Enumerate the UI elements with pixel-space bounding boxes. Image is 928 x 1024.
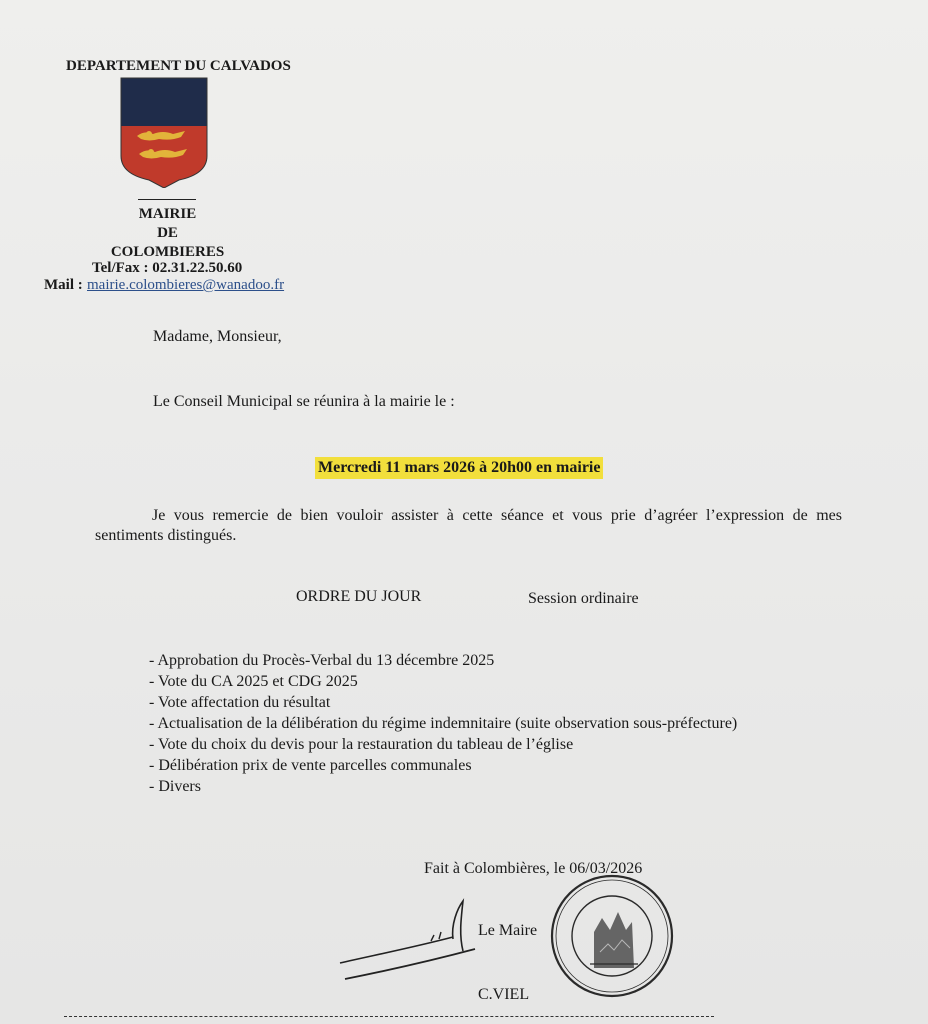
signatory-role: Le Maire (478, 922, 538, 939)
signature-icon (335, 895, 480, 990)
mairie-line: DE (157, 225, 178, 241)
list-item: - Actualisation de la délibération du régime indemnitaire (suite observation sous-préfecture) (149, 715, 738, 732)
meeting-date-highlight: Mercredi 11 mars 2026 à 20h00 en mairie (315, 457, 603, 479)
agenda-list (149, 650, 737, 797)
session-type: Session ordinaire (528, 590, 639, 607)
list-item: - Vote du choix du devis pour la restauration du tableau de l’église (149, 736, 574, 753)
mairie-line: COLOMBIERES (110, 244, 225, 260)
mail-link[interactable]: mairie.colombieres@wanadoo.fr (87, 277, 285, 293)
closing-text-line1: Je vous remercie de bien vouloir assister à cette séance et vous prie d’agréer l’expression de mes (152, 507, 842, 524)
calvados-crest-icon (119, 76, 209, 188)
tel-fax: Tel/Fax : 02.31.22.50.60 (92, 260, 243, 276)
closing-paragraph (95, 506, 842, 546)
agenda-title: ORDRE DU JOUR (296, 588, 422, 605)
bottom-dashed-divider (64, 1016, 714, 1017)
department-heading: DEPARTEMENT DU CALVADOS (66, 58, 291, 74)
salutation: Madame, Monsieur, (153, 328, 282, 345)
intro-text: Le Conseil Municipal se réunira à la mairie le : (153, 393, 455, 410)
closing-text-line2: sentiments distingués. (95, 527, 237, 544)
mairie-line: MAIRIE (138, 206, 197, 222)
crest-divider (138, 199, 196, 200)
signatory-name: C.VIEL (478, 986, 530, 1003)
list-item: - Approbation du Procès-Verbal du 13 décembre 2025 (149, 652, 495, 669)
list-item: - Vote affectation du résultat (149, 694, 331, 711)
mairie-seal-icon (548, 872, 676, 1000)
list-item: - Divers (149, 778, 201, 795)
list-item: - Délibération prix de vente parcelles communales (149, 757, 472, 774)
mail-label: Mail : (44, 277, 83, 293)
mairie-name-block (100, 205, 235, 262)
list-item: - Vote du CA 2025 et CDG 2025 (149, 673, 358, 690)
place-date: Fait à Colombières, le 06/03/2026 (424, 860, 643, 877)
